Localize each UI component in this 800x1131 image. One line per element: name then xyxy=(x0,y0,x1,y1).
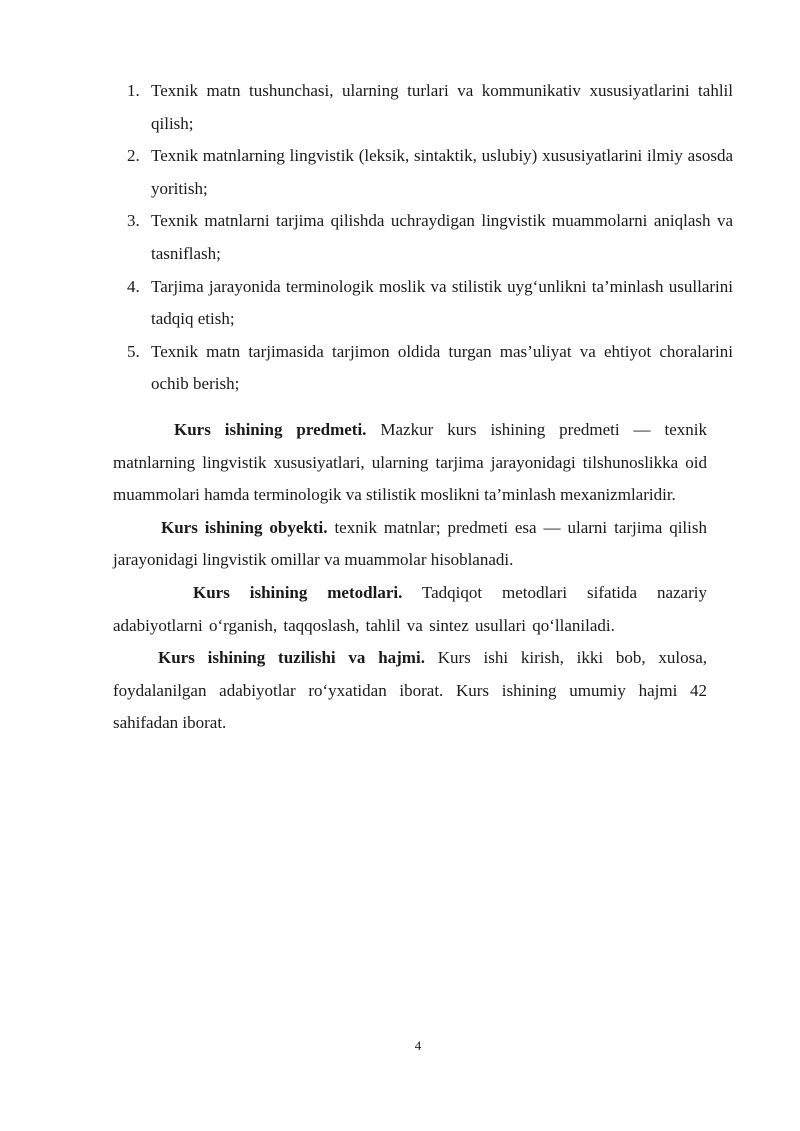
tuzilish-heading: Kurs ishining tuzilishi va hajmi. xyxy=(158,648,425,668)
predmet-heading: Kurs ishining predmeti. xyxy=(174,420,367,439)
predmet-paragraph xyxy=(113,414,707,512)
list-item xyxy=(127,140,733,205)
list-item-text: Texnik matn tushunchasi, ularning turlari va kommunikativ xususiyatlarini tahlil qilish; xyxy=(151,81,733,133)
list-item-number: 2. xyxy=(127,146,140,166)
list-item-number: 1. xyxy=(127,81,140,100)
list-item-text: Tarjima jarayonida terminologik moslik va stilistik uyg‘unlikni ta’minlash usullarini tadqiq etish; xyxy=(151,276,733,329)
predmet-text: Mazkur kurs ishining predmeti — texnik matnlarning lingvistik xususiyatlari, ularning tarjima jarayonidagi tilshunoslikka oid muammolari hamda terminologik va stilistik moslikni ta’minlash mexanizmlaridir. xyxy=(113,420,707,505)
tuzilish-text: Kurs ishi kirish, ikki bob, xulosa, foydalanilgan adabiyotlar ro‘yxatidan iborat. Kurs ishining umumiy hajmi 42 sahifadan iborat. xyxy=(113,648,707,733)
metodlar-paragraph xyxy=(113,577,707,642)
obyekt-text: texnik matnlar; predmeti esa — ularni tarjima qilish jarayonidagi lingvistik omillar va muammolar hisoblanadi. xyxy=(113,517,707,570)
obyekt-paragraph xyxy=(113,512,707,577)
list-item-number: 4. xyxy=(127,276,140,296)
task-list xyxy=(127,75,733,401)
metodlar-text: Tadqiqot metodlari sifatida nazariy adabiyotlarni o‘rganish, taqqoslash, tahlil va sintez usullari qo‘llaniladi. xyxy=(113,582,707,635)
list-item xyxy=(127,75,733,140)
list-item-text: Texnik matnlarning lingvistik (leksik, sintaktik, uslubiy) xususiyatlarini ilmiy asosda yoritish; xyxy=(151,146,733,198)
page-number: 4 xyxy=(414,1038,422,1053)
list-item xyxy=(127,205,733,270)
list-item xyxy=(127,336,733,401)
metodlar-heading: Kurs ishining metodlari. xyxy=(193,582,403,602)
tuzilish-paragraph xyxy=(113,642,707,740)
body-paragraphs xyxy=(113,414,707,740)
list-item-text: Texnik matnlarni tarjima qilishda uchraydigan lingvistik muammolarni aniqlash va tasniflash; xyxy=(151,211,733,263)
list-item xyxy=(127,271,733,336)
list-item-number: 3. xyxy=(127,211,140,231)
list-item-text: Texnik matn tarjimasida tarjimon oldida turgan mas’uliyat va ehtiyot choralarini ochib berish; xyxy=(151,341,733,394)
obyekt-heading: Kurs ishining obyekti. xyxy=(161,517,328,537)
list-item-number: 5. xyxy=(127,341,140,361)
